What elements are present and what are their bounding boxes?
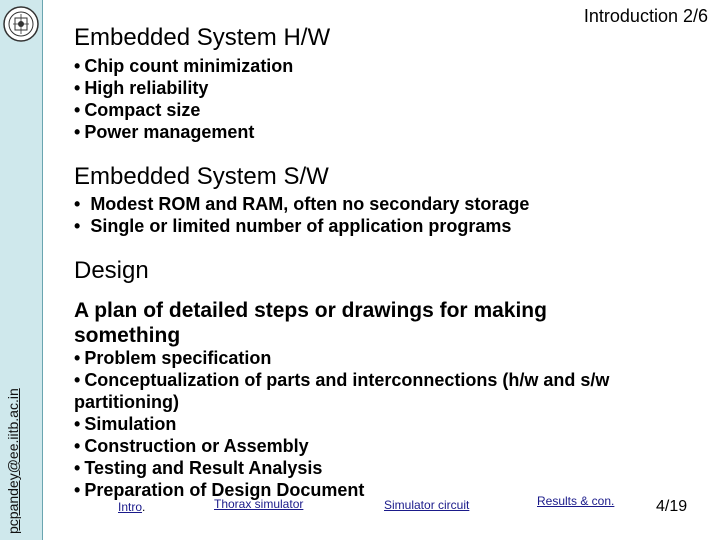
list-item: • Problem specification <box>74 348 272 368</box>
thorax-simulator-link[interactable]: Thorax simulator <box>214 497 304 511</box>
list-item: • Testing and Result Analysis <box>74 458 323 478</box>
design-definition: A plan of detailed steps or drawings for making something <box>74 299 547 347</box>
results-link[interactable]: Results & con. <box>537 494 615 508</box>
hw-heading: Embedded System H/W <box>74 24 331 51</box>
design-list <box>74 347 609 501</box>
list-item: • High reliability <box>74 78 209 98</box>
list-item: • Simulation <box>74 414 177 434</box>
intro-link[interactable]: Intro <box>118 500 143 514</box>
simulator-circuit-link[interactable]: Simulator circuit <box>384 498 470 512</box>
list-item: • Modest ROM and RAM, often no secondary storage <box>74 194 530 214</box>
list-item: • Single or limited number of application programs <box>74 216 512 236</box>
hw-list <box>74 55 293 143</box>
list-item: • Preparation of Design Document <box>74 480 365 500</box>
page-number: 4/19 <box>656 498 688 515</box>
list-item: • Construction or Assembly <box>74 436 309 456</box>
sw-list <box>74 193 529 237</box>
sw-heading: Embedded System S/W <box>74 163 329 190</box>
iitb-seal-icon <box>1 2 41 46</box>
intro-period: . <box>142 500 146 514</box>
email-link[interactable]: pcpandey@ee.iitb.ac.in <box>5 388 21 534</box>
list-item: • Conceptualization of parts and interconnections (h/w and s/w <box>74 370 610 390</box>
slide-section-label: Introduction 2/6 <box>583 6 708 26</box>
list-item: partitioning) <box>74 392 179 412</box>
list-item: • Power management <box>74 122 255 142</box>
list-item: • Compact size <box>74 100 201 120</box>
design-heading: Design <box>74 257 149 284</box>
author-email[interactable] <box>5 388 21 534</box>
list-item: • Chip count minimization <box>74 56 294 76</box>
sidebar <box>0 0 43 540</box>
